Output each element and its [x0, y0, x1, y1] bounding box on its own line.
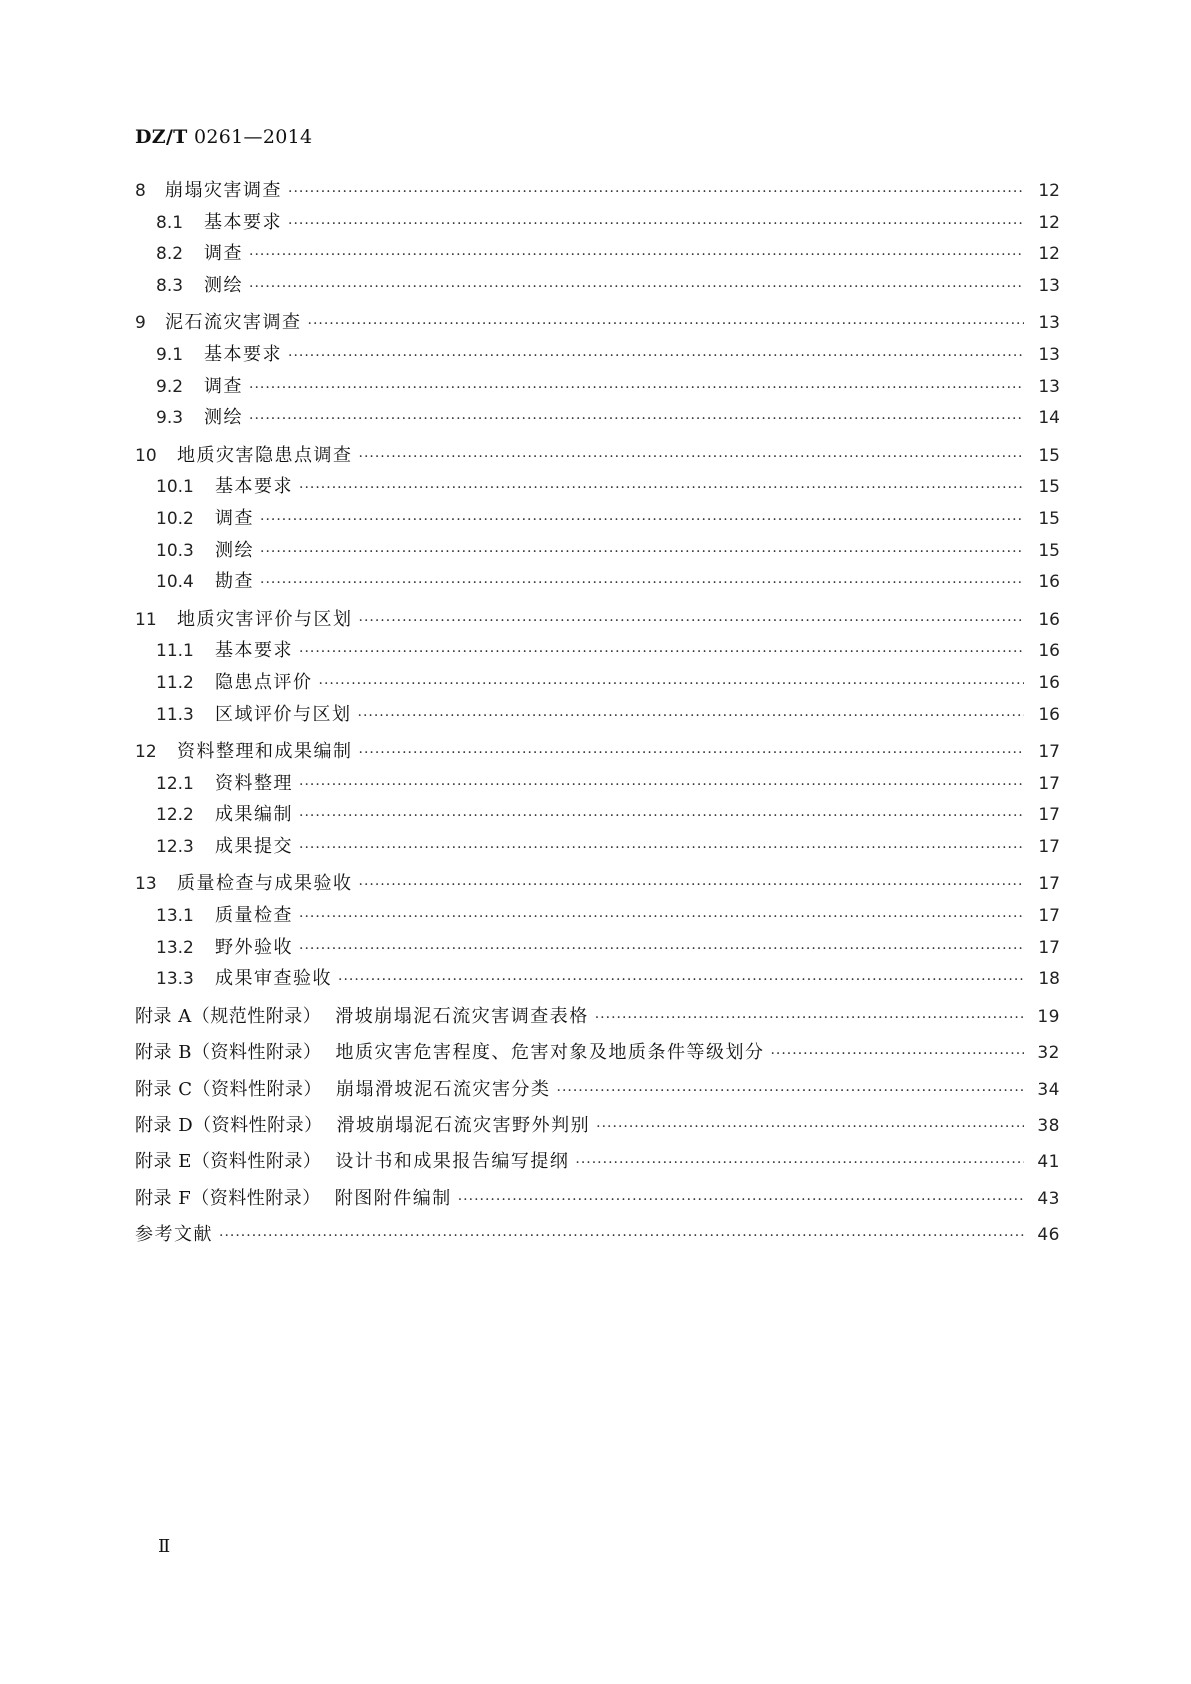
toc-page: 41 [1037, 1152, 1060, 1173]
toc-appendix-c[interactable] [135, 1075, 1060, 1111]
leader-dots [260, 512, 1024, 528]
toc-number: 9.1 [156, 344, 184, 365]
page-number: Ⅱ [158, 1536, 171, 1557]
toc-entry[interactable] [135, 441, 1060, 473]
toc-number: 11.2 [156, 672, 194, 693]
toc-title: 野外验收 [215, 936, 293, 958]
leader-dots [249, 279, 1024, 295]
toc-page: 32 [1037, 1043, 1060, 1064]
leader-dots [219, 1228, 1024, 1244]
toc-page: 34 [1037, 1079, 1060, 1100]
toc-page: 17 [1038, 773, 1060, 794]
appendix-title: 设计书和成果报告编写提纲 [335, 1151, 570, 1173]
toc-title: 区域评价与区划 [215, 703, 352, 725]
toc-page: 16 [1038, 641, 1060, 662]
appendix-label: 附录 B（资料性附录） [135, 1042, 322, 1064]
leader-dots [319, 676, 1025, 692]
toc-page: 17 [1038, 937, 1060, 958]
standard-code: DZ/T [135, 126, 188, 148]
leader-dots [299, 840, 1024, 856]
toc-page: 13 [1038, 376, 1060, 397]
toc-number: 11.1 [156, 641, 194, 662]
toc-title: 基本要求 [215, 476, 293, 498]
toc-group-8 [135, 176, 1060, 302]
toc-subentry[interactable] [135, 933, 1060, 965]
toc-title: 质量检查 [215, 905, 293, 927]
toc-page: 16 [1038, 609, 1060, 630]
toc-title: 资料整理和成果编制 [177, 741, 353, 763]
toc-title: 调查 [204, 243, 243, 265]
toc-number: 9.2 [156, 376, 184, 397]
toc-appendix-e[interactable] [135, 1147, 1060, 1183]
leader-dots [249, 247, 1024, 263]
leader-dots [288, 216, 1024, 232]
toc-title: 地质灾害隐患点调查 [177, 444, 353, 466]
toc-subentry[interactable] [135, 403, 1060, 435]
toc-number: 13 [135, 874, 157, 895]
toc-number: 13.2 [156, 937, 194, 958]
toc-subentry[interactable] [135, 472, 1060, 504]
toc-title: 测绘 [204, 407, 243, 429]
toc-title: 崩塌灾害调查 [165, 180, 282, 201]
toc-page: 16 [1038, 672, 1060, 693]
leader-dots [299, 941, 1024, 957]
toc-number: 10 [135, 445, 157, 466]
toc-number: 10.3 [156, 540, 194, 561]
references-title: 参考文献 [135, 1224, 213, 1246]
toc-page: 46 [1037, 1225, 1060, 1246]
leader-dots [359, 613, 1025, 629]
toc-title: 成果编制 [215, 804, 293, 826]
toc-subentry[interactable] [135, 340, 1060, 372]
leader-dots [358, 708, 1025, 724]
leader-dots [338, 972, 1024, 988]
leader-dots [299, 808, 1024, 824]
appendix-label: 附录 E（资料性附录） [135, 1151, 322, 1173]
toc-number: 8.1 [156, 212, 184, 233]
toc-number: 9.3 [156, 408, 184, 429]
leader-dots [595, 1010, 1024, 1026]
toc-number: 12.1 [156, 773, 194, 794]
toc-title: 成果提交 [215, 835, 293, 857]
toc-page: 13 [1038, 275, 1060, 296]
toc-page: 17 [1038, 874, 1060, 895]
appendix-title: 地质灾害危害程度、危害对象及地质条件等级划分 [335, 1042, 765, 1064]
toc-title: 泥石流灾害调查 [165, 312, 302, 334]
toc-appendix-d[interactable] [135, 1111, 1060, 1147]
standard-header [135, 126, 312, 148]
toc-title: 基本要求 [204, 211, 282, 233]
leader-dots [288, 348, 1024, 364]
appendix-title: 滑坡崩塌泥石流灾害野外判别 [336, 1115, 591, 1137]
table-of-contents [135, 176, 1060, 1263]
toc-subentry[interactable] [135, 964, 1060, 996]
toc-page: 15 [1038, 445, 1060, 466]
toc-page: 16 [1038, 704, 1060, 725]
toc-page: 14 [1038, 408, 1060, 429]
leader-dots [770, 1046, 1024, 1062]
toc-entry[interactable] [135, 737, 1060, 769]
leader-dots [359, 449, 1025, 465]
toc-title: 调查 [204, 375, 243, 397]
toc-subentry[interactable] [135, 239, 1060, 271]
toc-page: 15 [1038, 477, 1060, 498]
toc-page: 43 [1037, 1188, 1060, 1209]
toc-number: 9 [135, 313, 146, 334]
leader-dots [359, 745, 1025, 761]
toc-title: 调查 [215, 507, 254, 529]
toc-number: 12 [135, 742, 157, 763]
toc-page: 19 [1037, 1006, 1060, 1027]
toc-number: 12.2 [156, 805, 194, 826]
toc-title: 资料整理 [215, 772, 293, 794]
toc-title: 基本要求 [215, 640, 293, 662]
toc-subentry[interactable] [135, 832, 1060, 864]
toc-title: 测绘 [215, 539, 254, 561]
standard-number: 0261—2014 [193, 126, 313, 148]
appendix-label: 附录 F（资料性附录） [135, 1187, 321, 1209]
leader-dots [359, 877, 1025, 893]
toc-page: 16 [1038, 572, 1060, 593]
leader-dots [299, 480, 1024, 496]
toc-page: 15 [1038, 540, 1060, 561]
appendix-title: 附图附件编制 [334, 1187, 452, 1209]
toc-title: 测绘 [204, 274, 243, 296]
appendix-label: 附录 A（规范性附录） [135, 1005, 322, 1027]
toc-subentry[interactable] [135, 504, 1060, 536]
toc-page: 17 [1038, 906, 1060, 927]
toc-page: 17 [1038, 742, 1060, 763]
toc-subentry[interactable] [135, 700, 1060, 732]
toc-page: 12 [1038, 244, 1060, 265]
toc-number: 13.3 [156, 969, 194, 990]
leader-dots [288, 184, 1024, 200]
leader-dots [557, 1083, 1025, 1099]
toc-subentry[interactable] [135, 271, 1060, 303]
toc-entry[interactable] [135, 176, 1060, 208]
leader-dots [299, 777, 1024, 793]
leader-dots [260, 575, 1024, 591]
toc-subentry[interactable] [135, 769, 1060, 801]
toc-number: 13.1 [156, 906, 194, 927]
toc-page: 12 [1038, 181, 1060, 201]
toc-title: 成果审查验收 [215, 968, 332, 990]
toc-title: 隐患点评价 [215, 671, 313, 693]
toc-title: 地质灾害评价与区划 [177, 608, 353, 630]
leader-dots [299, 644, 1024, 660]
toc-number: 8 [135, 181, 146, 201]
toc-group-13 [135, 869, 1060, 995]
toc-subentry[interactable] [135, 901, 1060, 933]
toc-title: 勘查 [215, 571, 254, 593]
toc-entry[interactable] [135, 869, 1060, 901]
appendix-label: 附录 C（资料性附录） [135, 1078, 322, 1100]
toc-group-10 [135, 441, 1060, 599]
toc-number: 12.3 [156, 836, 194, 857]
leader-dots [249, 411, 1024, 427]
toc-number: 10.1 [156, 477, 194, 498]
leader-dots [260, 544, 1024, 560]
toc-appendix-b[interactable] [135, 1038, 1060, 1074]
toc-entry[interactable] [135, 605, 1060, 637]
toc-subentry[interactable] [135, 800, 1060, 832]
toc-page: 38 [1037, 1116, 1060, 1137]
leader-dots [308, 316, 1025, 332]
toc-page: 17 [1038, 836, 1060, 857]
toc-group-9 [135, 308, 1060, 434]
toc-subentry[interactable] [135, 668, 1060, 700]
toc-page: 13 [1038, 344, 1060, 365]
toc-number: 10.4 [156, 572, 194, 593]
appendix-title: 崩塌滑坡泥石流灾害分类 [336, 1078, 551, 1100]
toc-appendices [135, 1002, 1060, 1257]
toc-number: 8.3 [156, 275, 184, 296]
leader-dots [458, 1192, 1024, 1208]
toc-appendix-f[interactable] [135, 1184, 1060, 1220]
toc-appendix-a[interactable] [135, 1002, 1060, 1038]
toc-title: 质量检查与成果验收 [177, 873, 353, 895]
toc-subentry[interactable] [135, 208, 1060, 240]
toc-subentry[interactable] [135, 636, 1060, 668]
toc-number: 8.2 [156, 244, 184, 265]
appendix-title: 滑坡崩塌泥石流灾害调查表格 [335, 1005, 589, 1027]
toc-page: 17 [1038, 805, 1060, 826]
leader-dots [575, 1155, 1024, 1171]
toc-number: 11 [135, 609, 157, 630]
toc-page: 15 [1038, 508, 1060, 529]
toc-page: 13 [1038, 313, 1060, 334]
toc-group-12 [135, 737, 1060, 863]
toc-references[interactable] [135, 1220, 1060, 1256]
toc-number: 11.3 [156, 704, 194, 725]
toc-title: 基本要求 [204, 343, 282, 365]
toc-number: 10.2 [156, 508, 194, 529]
toc-page: 12 [1038, 212, 1060, 233]
toc-page: 18 [1038, 969, 1060, 990]
toc-entry[interactable] [135, 308, 1060, 340]
toc-group-11 [135, 605, 1060, 731]
leader-dots [596, 1119, 1024, 1135]
toc-subentry[interactable] [135, 567, 1060, 599]
appendix-label: 附录 D（资料性附录） [135, 1115, 323, 1137]
leader-dots [299, 909, 1024, 925]
toc-subentry[interactable] [135, 372, 1060, 404]
toc-subentry[interactable] [135, 536, 1060, 568]
leader-dots [249, 380, 1024, 396]
